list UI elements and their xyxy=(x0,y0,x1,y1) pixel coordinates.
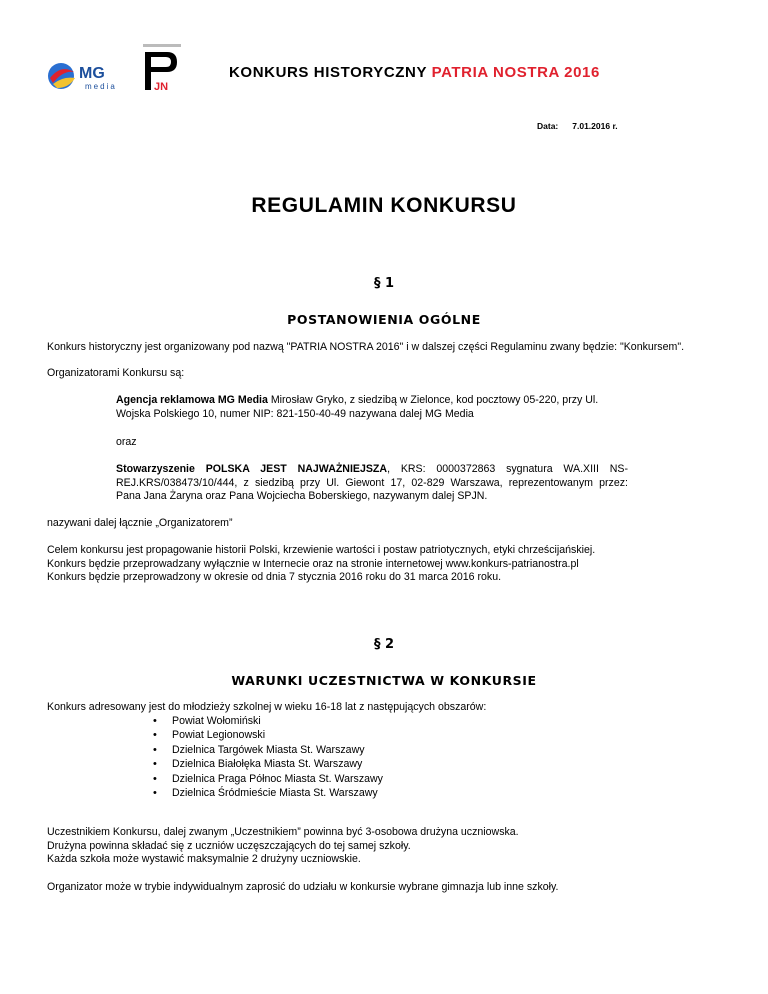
section-1-number: § 1 xyxy=(373,276,395,291)
section-1-intro: Konkurs historyczny jest organizowany pod nazwą "PATRIA NOSTRA 2016" i w dalszej części Regulaminu zwany będzie: "Konkursem". xyxy=(47,341,685,353)
org2-details-line2: REJ.KRS/038473/10/444, z siedzibą przy Ul. Giewont 17, 02-829 Warszawa, reprezentowanym przez: xyxy=(116,476,628,489)
team-rule-2: Drużyna powinna składać się z uczniów uczęszczających do tej samej szkoły. xyxy=(47,839,411,852)
organizers-jointly: nazywani dalej łącznie „Organizatorem” xyxy=(47,517,233,529)
org2-details-line3: Pana Jana Żaryna oraz Pana Wojciecha Boberskiego, nazywanym dalej SPJN. xyxy=(116,490,488,502)
team-rule-3: Każda szkoła może wystawić maksymalnie 2 drużyny uczniowskie. xyxy=(47,853,361,865)
goal-line-1: Celem konkursu jest propagowanie historii Polski, krzewienie wartości i postaw patriotycznych, etyki chrześcijańskiej. xyxy=(47,544,596,556)
document-date xyxy=(537,121,618,131)
team-rules xyxy=(47,826,519,867)
list-item: • Dzielnica Targówek Miasta St. Warszawy xyxy=(160,743,383,757)
contest-goal xyxy=(47,544,595,585)
header-title-red: PATRIA NOSTRA 2016 xyxy=(431,64,600,81)
org1-details-line2: Wojska Polskiego 10, numer NIP: 821-150-40-49 nazywana dalej MG Media xyxy=(116,407,474,420)
org2-name: Stowarzyszenie POLSKA JEST NAJWAŻNIEJSZA xyxy=(116,463,388,475)
header-title-black: KONKURS HISTORYCZNY xyxy=(229,64,427,81)
date-label: Data: xyxy=(537,121,559,131)
section-2-heading: WARUNKI UCZESTNICTWA W KONKURSIE xyxy=(231,673,537,688)
document-title: REGULAMIN KONKURSU xyxy=(251,194,517,217)
eligible-areas-list xyxy=(160,714,383,800)
mg-media-logo xyxy=(45,56,130,96)
section-2-intro: Konkurs adresowany jest do młodzieży szkolnej w wieku 16-18 lat z następujących obszarów: xyxy=(47,701,487,713)
date-value: 7.01.2016 r. xyxy=(572,121,618,131)
section-2-number: § 2 xyxy=(373,637,395,652)
goal-line-2: Konkurs będzie przeprowadzany wyłącznie w Internecie oraz na stronie internetowej www.konkurs-patrianostra.pl xyxy=(47,557,579,570)
oraz-text: oraz xyxy=(116,436,137,448)
team-rule-1: Uczestnikiem Konkursu, dalej zwanym „Uczestnikiem” powinna być 3-osobowa drużyna uczniowska. xyxy=(47,826,519,838)
list-item: • Powiat Wołomiński xyxy=(160,714,383,728)
contest-header-title xyxy=(229,64,600,81)
list-item: • Powiat Legionowski xyxy=(160,728,383,742)
pjn-logo-letters: JN xyxy=(154,81,169,93)
org1-details-line1: Mirosław Gryko, z siedzibą w Zielonce, kod pocztowy 05-220, przy Ul. xyxy=(267,394,599,406)
list-item: • Dzielnica Śródmieście Miasta St. Warszawy xyxy=(160,786,383,800)
list-item: • Dzielnica Białołęka Miasta St. Warszawy xyxy=(160,757,383,771)
section-1-heading: POSTANOWIENIA OGÓLNE xyxy=(287,312,481,327)
organizer-spjn xyxy=(116,463,628,504)
spjn-logo xyxy=(141,40,185,96)
mg-logo-subtext: media xyxy=(85,82,117,91)
invitation-note: Organizator może w trybie indywidualnym zaprosić do udziału w konkursie wybrane gimnazja lub inne szkoły. xyxy=(47,881,559,893)
organizer-mg-media xyxy=(116,394,628,421)
mg-logo-text: MG xyxy=(79,65,105,82)
org1-name: Agencja reklamowa MG Media xyxy=(116,394,268,406)
list-item: • Dzielnica Praga Północ Miasta St. Warszawy xyxy=(160,772,383,786)
org2-details-line1: , KRS: 0000372863 sygnatura WA.XIII NS- xyxy=(387,463,628,475)
goal-line-3: Konkurs będzie przeprowadzony w okresie od dnia 7 stycznia 2016 roku do 31 marca 2016 roku. xyxy=(47,571,502,583)
organizers-label: Organizatorami Konkursu są: xyxy=(47,367,185,379)
